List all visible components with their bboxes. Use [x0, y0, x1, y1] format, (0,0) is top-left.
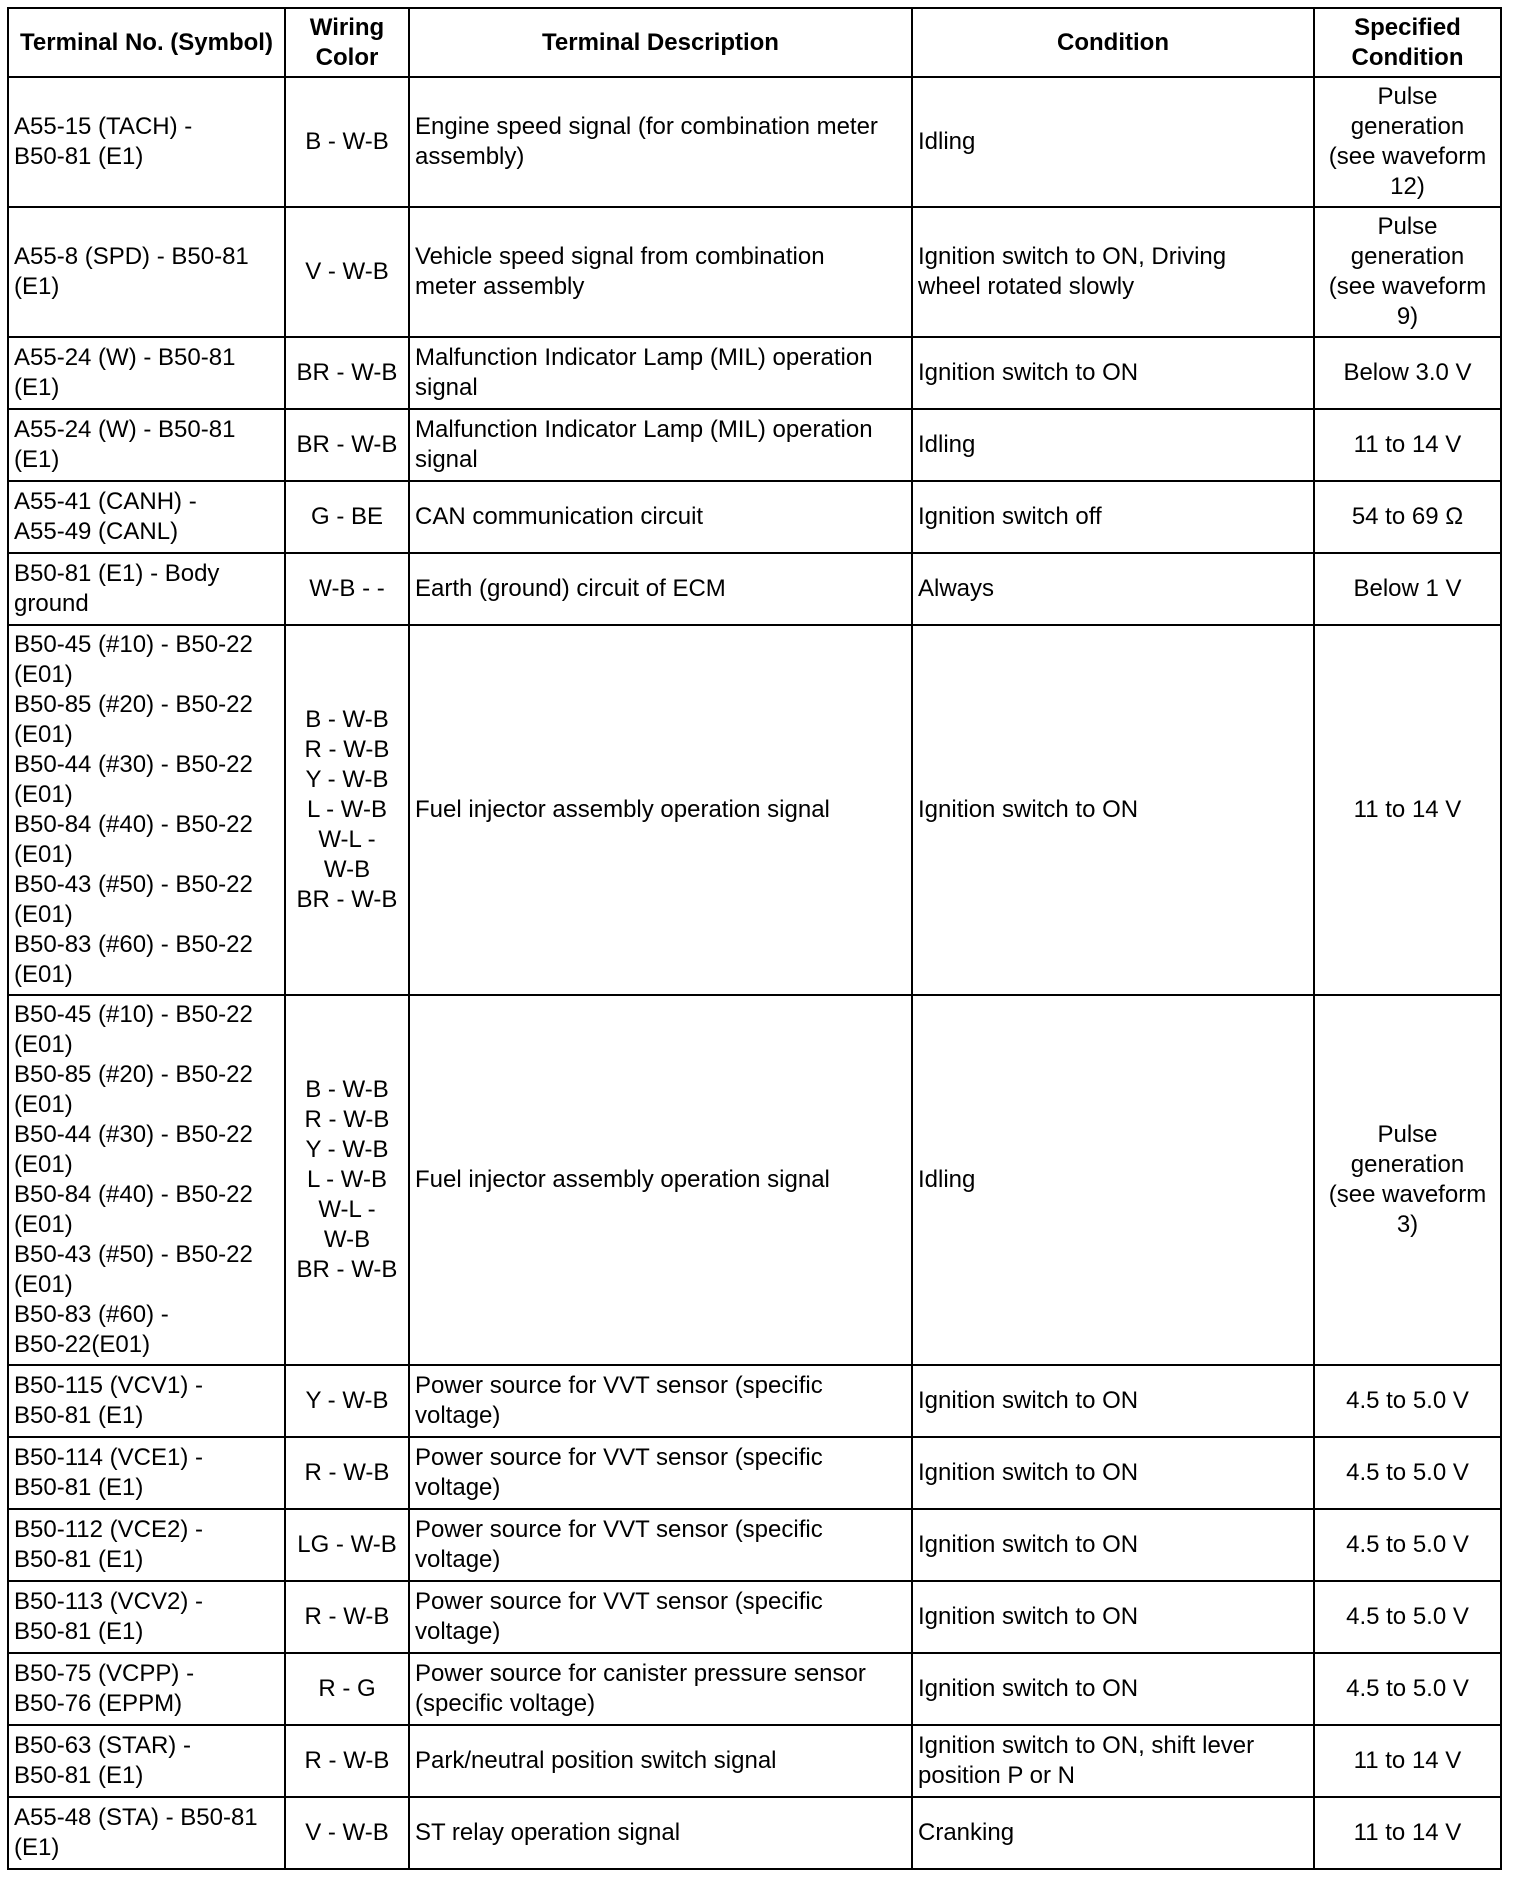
specified-condition-cell	[1314, 207, 1501, 337]
wiring-color-cell-text: W-B - -	[309, 575, 385, 602]
terminal-cell-text: B50-45 (#10) - B50-22 (E01) B50-85 (#20) - B50-22 (E01) B50-44 (#30) - B50-22 (E01) B50-84 (#40) - B50-22 (E01) B50-43 (#50) - B50-22 (E01) B50-83 (#60) - B50-22 (E01)	[14, 631, 253, 988]
description-cell	[409, 553, 912, 625]
condition-cell-text: Idling	[918, 1166, 976, 1193]
specified-condition-cell	[1314, 1797, 1501, 1869]
terminal-cell-text: B50-45 (#10) - B50-22 (E01) B50-85 (#20) - B50-22 (E01) B50-44 (#30) - B50-22 (E01) B50-84 (#40) - B50-22 (E01) B50-43 (#50) - B50-22 (E01) B50-83 (#60) - B50-22(E01)	[14, 1001, 253, 1358]
specified-condition-cell-text: 11 to 14 V	[1353, 796, 1462, 823]
wiring-color-cell-text: G - BE	[310, 503, 383, 530]
condition-cell	[912, 481, 1314, 553]
terminal-cell-text: B50-63 (STAR) - B50-81 (E1)	[14, 1732, 191, 1789]
description-cell-text: CAN communication circuit	[415, 503, 704, 530]
wiring-color-cell-text: BR - W-B	[296, 431, 398, 458]
wiring-color-cell	[285, 1653, 409, 1725]
wiring-color-cell	[285, 1509, 409, 1581]
terminal-cell	[8, 77, 285, 207]
description-cell	[409, 625, 912, 995]
table-row	[8, 625, 1501, 995]
specified-condition-cell-text: 4.5 to 5.0 V	[1346, 1531, 1469, 1558]
wiring-color-cell-text: B - W-B	[305, 128, 389, 155]
condition-cell-text: Idling	[918, 128, 976, 155]
condition-cell-text: Ignition switch to ON	[918, 796, 1139, 823]
terminal-cell	[8, 1437, 285, 1509]
description-cell-text: Engine speed signal (for combination meter assembly)	[415, 113, 878, 170]
wiring-color-cell	[285, 1581, 409, 1653]
table-row	[8, 1365, 1501, 1437]
wiring-color-cell	[285, 1437, 409, 1509]
table-row	[8, 1581, 1501, 1653]
terminal-cell	[8, 207, 285, 337]
condition-cell	[912, 995, 1314, 1365]
wiring-color-cell	[285, 1725, 409, 1797]
condition-cell	[912, 1509, 1314, 1581]
specified-condition-cell-text: Below 1 V	[1353, 575, 1462, 602]
description-cell-text: Power source for canister pressure sensor (specific voltage)	[415, 1660, 866, 1717]
condition-cell-text: Ignition switch to ON, shift lever position P or N	[918, 1732, 1255, 1789]
description-cell	[409, 1437, 912, 1509]
terminal-cell-text: B50-75 (VCPP) - B50-76 (EPPM)	[14, 1660, 195, 1717]
description-cell-text: Vehicle speed signal from combination meter assembly	[415, 243, 825, 300]
header-wiring-color: Wiring Color	[285, 8, 409, 77]
table-body	[8, 77, 1501, 1869]
table-row	[8, 409, 1501, 481]
header-condition: Condition	[912, 8, 1314, 77]
condition-cell-text: Ignition switch to ON	[918, 1387, 1139, 1414]
specified-condition-cell-text: 4.5 to 5.0 V	[1346, 1459, 1469, 1486]
header-terminal-description: Terminal Description	[409, 8, 912, 77]
condition-cell-text: Cranking	[918, 1819, 1015, 1846]
terminal-cell-text: A55-41 (CANH) - A55-49 (CANL)	[14, 488, 197, 545]
condition-cell	[912, 409, 1314, 481]
table-row	[8, 1797, 1501, 1869]
specified-condition-cell	[1314, 1581, 1501, 1653]
wiring-color-cell-text: V - W-B	[305, 1819, 389, 1846]
description-cell-text: Power source for VVT sensor (specific voltage)	[415, 1516, 823, 1573]
wiring-color-cell-text: R - W-B	[304, 1603, 390, 1630]
description-cell	[409, 1509, 912, 1581]
description-cell-text: Fuel injector assembly operation signal	[415, 796, 830, 823]
table-row	[8, 77, 1501, 207]
terminal-cell-text: B50-81 (E1) - Body ground	[14, 560, 220, 617]
specified-condition-cell-text: 11 to 14 V	[1353, 1747, 1462, 1774]
wiring-color-cell	[285, 77, 409, 207]
specified-condition-cell-text: Below 3.0 V	[1343, 359, 1472, 386]
description-cell-text: Park/neutral position switch signal	[415, 1747, 777, 1774]
wiring-color-cell-text: V - W-B	[305, 258, 389, 285]
description-cell	[409, 1365, 912, 1437]
condition-cell	[912, 625, 1314, 995]
wiring-color-cell	[285, 1797, 409, 1869]
condition-cell	[912, 1365, 1314, 1437]
terminal-cell	[8, 1509, 285, 1581]
wiring-color-cell-text: R - W-B	[304, 1459, 390, 1486]
terminal-cell	[8, 1581, 285, 1653]
table-row	[8, 995, 1501, 1365]
condition-cell	[912, 1653, 1314, 1725]
specified-condition-cell	[1314, 625, 1501, 995]
terminal-cell	[8, 1797, 285, 1869]
wiring-color-cell	[285, 207, 409, 337]
description-cell	[409, 1581, 912, 1653]
wiring-color-cell	[285, 409, 409, 481]
specified-condition-cell	[1314, 1725, 1501, 1797]
description-cell-text: ST relay operation signal	[415, 1819, 681, 1846]
description-cell	[409, 995, 912, 1365]
wiring-color-cell-text: R - W-B	[304, 1747, 390, 1774]
wiring-color-cell-text: Y - W-B	[305, 1387, 389, 1414]
wiring-color-cell	[285, 481, 409, 553]
header-row	[8, 8, 1501, 77]
table-row	[8, 1437, 1501, 1509]
wiring-color-cell	[285, 995, 409, 1365]
specified-condition-cell-text: Pulse generation (see waveform 9)	[1328, 213, 1487, 330]
description-cell-text: Malfunction Indicator Lamp (MIL) operation signal	[415, 416, 873, 473]
terminal-cell	[8, 625, 285, 995]
condition-cell-text: Ignition switch off	[918, 503, 1102, 530]
table-row	[8, 1653, 1501, 1725]
terminal-cell	[8, 553, 285, 625]
condition-cell-text: Ignition switch to ON	[918, 1459, 1139, 1486]
condition-cell-text: Ignition switch to ON	[918, 359, 1139, 386]
condition-cell	[912, 1725, 1314, 1797]
specified-condition-cell-text: 4.5 to 5.0 V	[1346, 1603, 1469, 1630]
wiring-color-cell-text: BR - W-B	[296, 359, 398, 386]
terminal-spec-table	[7, 7, 1502, 1870]
terminal-cell	[8, 1725, 285, 1797]
terminal-cell	[8, 409, 285, 481]
condition-cell-text: Ignition switch to ON	[918, 1603, 1139, 1630]
terminal-cell	[8, 337, 285, 409]
specified-condition-cell	[1314, 409, 1501, 481]
description-cell-text: Fuel injector assembly operation signal	[415, 1166, 830, 1193]
specified-condition-cell-text: Pulse generation (see waveform 12)	[1328, 83, 1487, 200]
condition-cell	[912, 1797, 1314, 1869]
condition-cell-text: Idling	[918, 431, 976, 458]
specified-condition-cell-text: 4.5 to 5.0 V	[1346, 1675, 1469, 1702]
terminal-cell-text: A55-24 (W) - B50-81 (E1)	[14, 416, 236, 473]
wiring-color-cell	[285, 1365, 409, 1437]
header-specified-condition: Specified Condition	[1314, 8, 1501, 77]
condition-cell-text: Ignition switch to ON	[918, 1531, 1139, 1558]
wiring-color-cell	[285, 625, 409, 995]
wiring-color-cell	[285, 553, 409, 625]
wiring-color-cell-text: B - W-B R - W-B Y - W-B L - W-B W-L - W-B BR - W-B	[296, 706, 398, 913]
terminal-cell	[8, 1653, 285, 1725]
condition-cell-text: Always	[918, 575, 995, 602]
wiring-color-cell	[285, 337, 409, 409]
condition-cell-text: Ignition switch to ON, Driving wheel rotated slowly	[918, 243, 1227, 300]
description-cell	[409, 1725, 912, 1797]
table-row	[8, 553, 1501, 625]
wiring-color-cell-text: LG - W-B	[297, 1531, 397, 1558]
condition-cell	[912, 1581, 1314, 1653]
table-row	[8, 481, 1501, 553]
specified-condition-cell	[1314, 481, 1501, 553]
table-row	[8, 1725, 1501, 1797]
terminal-cell-text: A55-8 (SPD) - B50-81 (E1)	[14, 243, 249, 300]
condition-cell	[912, 337, 1314, 409]
specified-condition-cell	[1314, 77, 1501, 207]
specified-condition-cell	[1314, 553, 1501, 625]
specified-condition-cell-text: 54 to 69 Ω	[1351, 503, 1464, 530]
description-cell	[409, 1653, 912, 1725]
condition-cell	[912, 207, 1314, 337]
condition-cell	[912, 1437, 1314, 1509]
specified-condition-cell-text: 11 to 14 V	[1353, 1819, 1462, 1846]
specified-condition-cell-text: 4.5 to 5.0 V	[1346, 1387, 1469, 1414]
condition-cell	[912, 553, 1314, 625]
table-row	[8, 1509, 1501, 1581]
table-row	[8, 207, 1501, 337]
specified-condition-cell	[1314, 337, 1501, 409]
specified-condition-cell-text: Pulse generation (see waveform 3)	[1328, 1121, 1487, 1238]
terminal-cell-text: A55-15 (TACH) - B50-81 (E1)	[14, 113, 193, 170]
specified-condition-cell	[1314, 1653, 1501, 1725]
description-cell	[409, 1797, 912, 1869]
terminal-cell-text: B50-113 (VCV2) - B50-81 (E1)	[14, 1588, 203, 1645]
terminal-cell-text: A55-48 (STA) - B50-81 (E1)	[14, 1804, 258, 1861]
specified-condition-cell	[1314, 1437, 1501, 1509]
description-cell-text: Power source for VVT sensor (specific voltage)	[415, 1588, 823, 1645]
description-cell	[409, 481, 912, 553]
description-cell-text: Earth (ground) circuit of ECM	[415, 575, 726, 602]
condition-cell	[912, 77, 1314, 207]
description-cell	[409, 409, 912, 481]
description-cell-text: Malfunction Indicator Lamp (MIL) operation signal	[415, 344, 873, 401]
wiring-color-cell-text: R - G	[318, 1675, 376, 1702]
condition-cell-text: Ignition switch to ON	[918, 1675, 1139, 1702]
terminal-cell	[8, 1365, 285, 1437]
terminal-cell-text: B50-112 (VCE2) - B50-81 (E1)	[14, 1516, 203, 1573]
terminal-cell	[8, 481, 285, 553]
description-cell	[409, 77, 912, 207]
specified-condition-cell	[1314, 1509, 1501, 1581]
terminal-cell-text: B50-115 (VCV1) - B50-81 (E1)	[14, 1372, 203, 1429]
description-cell-text: Power source for VVT sensor (specific voltage)	[415, 1444, 823, 1501]
table-row	[8, 337, 1501, 409]
terminal-cell	[8, 995, 285, 1365]
specified-condition-cell	[1314, 995, 1501, 1365]
wiring-color-cell-text: B - W-B R - W-B Y - W-B L - W-B W-L - W-B BR - W-B	[296, 1076, 398, 1283]
description-cell	[409, 207, 912, 337]
header-terminal: Terminal No. (Symbol)	[8, 8, 285, 77]
description-cell-text: Power source for VVT sensor (specific voltage)	[415, 1372, 823, 1429]
description-cell	[409, 337, 912, 409]
terminal-cell-text: A55-24 (W) - B50-81 (E1)	[14, 344, 236, 401]
specified-condition-cell-text: 11 to 14 V	[1353, 431, 1462, 458]
terminal-cell-text: B50-114 (VCE1) - B50-81 (E1)	[14, 1444, 203, 1501]
specified-condition-cell	[1314, 1365, 1501, 1437]
